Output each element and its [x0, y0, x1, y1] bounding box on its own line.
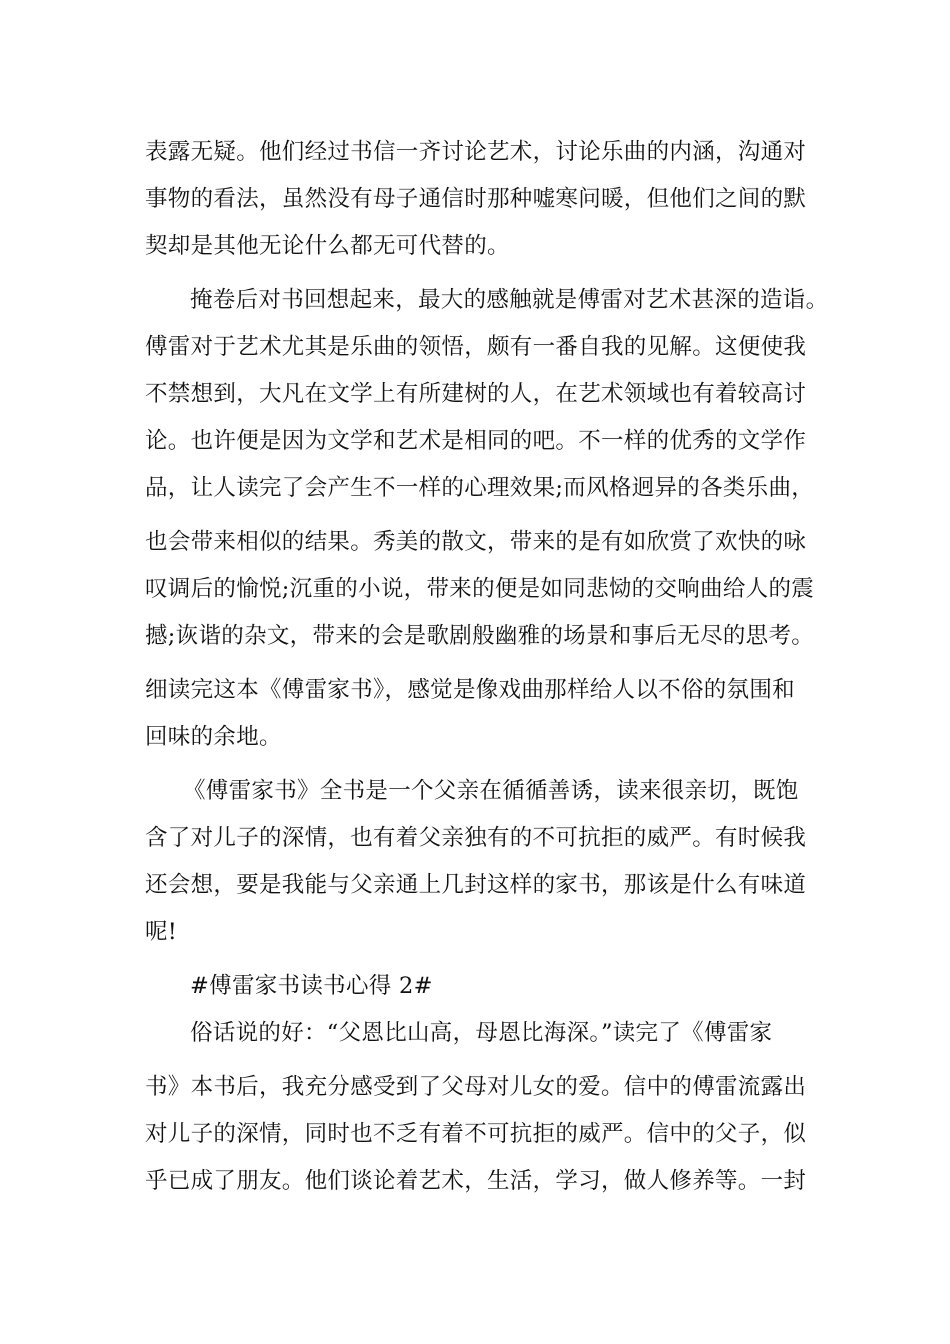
text-line: 对儿子的深情，同时也不乏有着不可抗拒的威严。信中的父子，似 [145, 1121, 807, 1147]
text-line: 叹调后的愉悦;沉重的小说，带来的便是如同悲恸的交响曲给人的震 [145, 576, 815, 602]
text-line: 书》本书后，我充分感受到了父母对儿女的爱。信中的傅雷流露出 [145, 1074, 807, 1100]
text-line: 乎已成了朋友。他们谈论着艺术，生活，学习，做人修养等。一封 [145, 1168, 807, 1194]
section-heading: #傅雷家书读书心得 2# [190, 973, 433, 999]
text-line: 事物的看法，虽然没有母子通信时那种嘘寒问暖，但他们之间的默 [145, 186, 807, 212]
text-line: 论。也许便是因为文学和艺术是相同的吧。不一样的优秀的文学作 [145, 428, 807, 454]
text-line: 撼;诙谐的杂文，带来的会是歌剧般幽雅的场景和事后无尽的思考。 [145, 623, 815, 649]
text-line: 不禁想到，大凡在文学上有所建树的人，在艺术领域也有着较高讨 [145, 381, 807, 407]
text-line: 回味的余地。 [145, 724, 282, 750]
text-line: 《傅雷家书》全书是一个父亲在循循善诱，读来很亲切，既饱 [183, 778, 799, 804]
text-line: 也会带来相似的结果。秀美的散文，带来的是有如欣赏了欢快的咏 [145, 529, 807, 555]
text-line: 还会想，要是我能与父亲通上几封这样的家书，那该是什么有味道 [145, 872, 807, 898]
text-line: 掩卷后对书回想起来，最大的感触就是傅雷对艺术甚深的造诣。 [190, 287, 829, 313]
text-line: 表露无疑。他们经过书信一齐讨论艺术，讨论乐曲的内涵，沟通对 [145, 139, 807, 165]
text-line: 品，让人读完了会产生不一样的心理效果;而风格迥异的各类乐曲， [145, 475, 815, 501]
text-line: 契却是其他无论什么都无可代替的。 [145, 233, 510, 259]
text-line: 细读完这本《傅雷家书》，感觉是像戏曲那样给人以不俗的氛围和 [145, 677, 795, 703]
text-line: 俗话说的好：“父恩比山高，母恩比海深。”读完了《傅雷家 [190, 1020, 773, 1046]
text-line: 含了对儿子的深情，也有着父亲独有的不可抗拒的威严。有时候我 [145, 825, 807, 851]
text-line: 傅雷对于艺术尤其是乐曲的领悟，颇有一番自我的见解。这便使我 [145, 334, 807, 360]
text-line: 呢! [145, 919, 178, 945]
